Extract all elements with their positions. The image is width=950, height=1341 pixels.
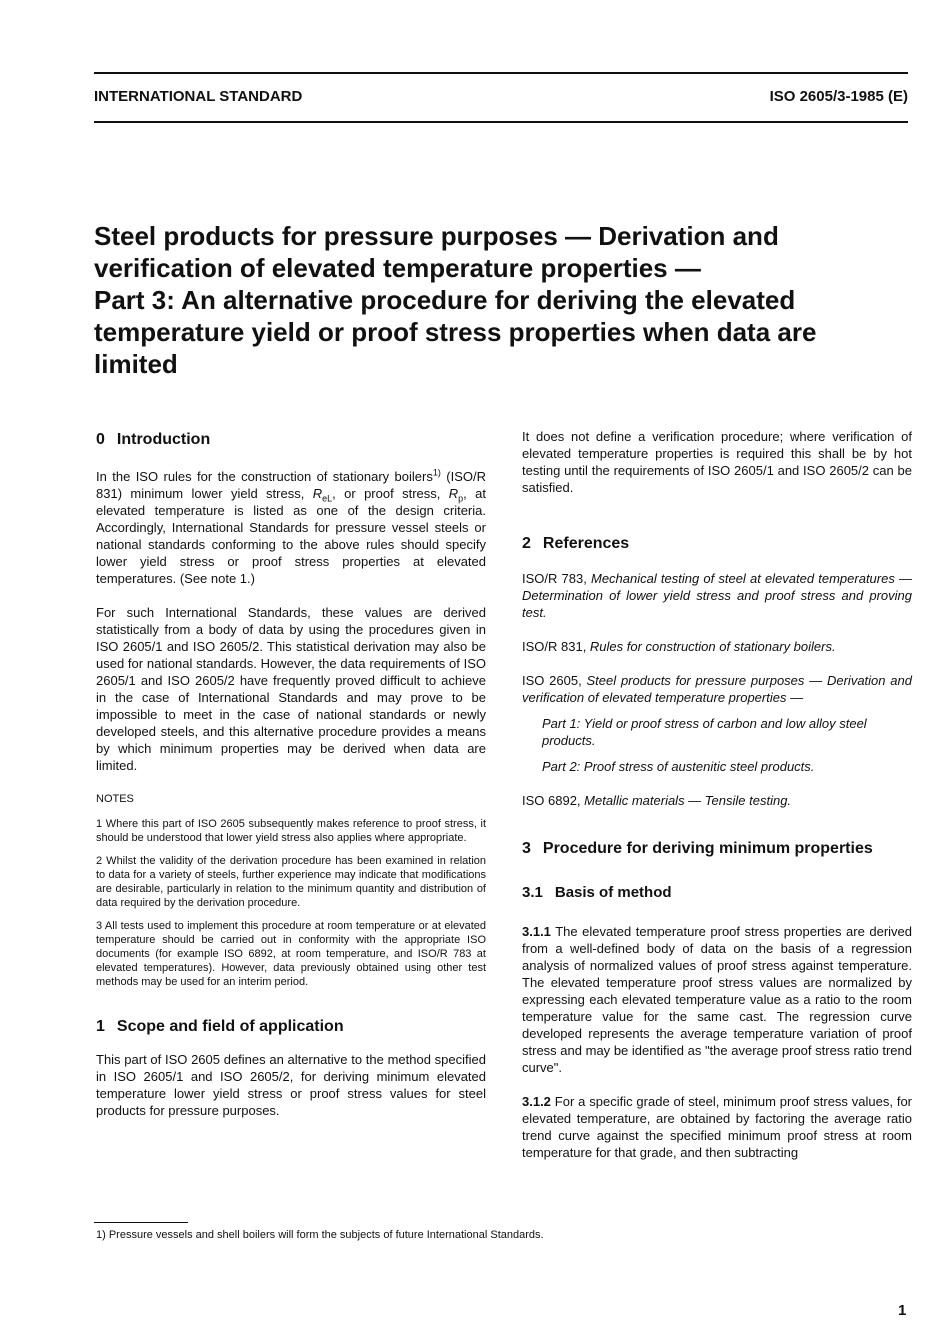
note-item: 1 Where this part of ISO 2605 subsequently makes reference to proof stress, it should be understood that lower yield stress also applies where appropriate. bbox=[96, 818, 486, 844]
page-header bbox=[94, 88, 908, 105]
reference-title: Metallic materials — Tensile testing. bbox=[584, 793, 792, 808]
section-title: Procedure for deriving minimum properties bbox=[542, 840, 873, 857]
section-number: 2 bbox=[522, 535, 531, 552]
clause-number: 3.1.1 bbox=[522, 924, 551, 939]
footnote-rule bbox=[94, 1222, 188, 1223]
intro-paragraph-1 bbox=[96, 468, 486, 587]
reference-item bbox=[522, 570, 912, 621]
reference-code: ISO 6892, bbox=[522, 793, 585, 808]
reference-code: ISO/R 831, bbox=[522, 639, 590, 654]
text-run: , or proof stress, bbox=[332, 486, 449, 501]
right-column bbox=[522, 428, 912, 1161]
page-number: 1 bbox=[898, 1302, 907, 1319]
subsection-title: Basis of method bbox=[554, 884, 672, 901]
subsection-heading-basis bbox=[522, 883, 912, 903]
section-heading-scope bbox=[96, 1017, 486, 1037]
subsection-number: 3.1 bbox=[522, 884, 543, 901]
symbol: R bbox=[448, 486, 459, 501]
notes-label: NOTES bbox=[96, 793, 134, 805]
section-title: Introduction bbox=[116, 431, 211, 448]
text-run: (ISO/R 831) minimum lower yield stress, bbox=[96, 469, 486, 501]
document-title bbox=[94, 220, 914, 380]
section-number: 1 bbox=[96, 1018, 105, 1035]
reference-subpart bbox=[522, 758, 912, 775]
reference-code: ISO/R 783, bbox=[522, 571, 591, 586]
note-item: 2 Whilst the validity of the derivation procedure has been examined in relation to data for a variety of steels, further experience may indicate that modifications are desirable, particularly in relation to the minimum quantity and distribution of data required by the derivation procedure. bbox=[96, 855, 486, 909]
reference-item bbox=[522, 672, 912, 706]
clause-text: The elevated temperature proof stress properties are derived from a well-defined body of data on the basis of a regression analysis of normalized values of proof stress against temperature. The elevated temperature proof stress values are normalized by expressing each elevated temperature value as a ratio to the room temperature value for the same cast. The regression curve developed represents the average temperature variation of proof stress and may be identified as "the average proof stress ratio trend curve". bbox=[522, 924, 912, 1075]
section-number: 3 bbox=[522, 840, 531, 857]
text-run: , at elevated temperature is listed as one of the design criteria. Accordingly, International Standards for pressure vessel steels or national standards conforming to the above rules should specify lower yield stress or proof stress properties at elevated temperatures. (See note 1.) bbox=[96, 486, 486, 586]
clause-3-1-2 bbox=[522, 1093, 912, 1161]
section-heading-introduction bbox=[96, 430, 486, 450]
reference-item bbox=[522, 638, 912, 655]
reference-subpart bbox=[522, 715, 912, 749]
symbol-subscript: p bbox=[458, 493, 464, 504]
text-run: In the ISO rules for the construction of stationary boilers bbox=[96, 469, 433, 484]
clause-text: For a specific grade of steel, minimum proof stress values, for elevated temperature, are obtained by factoring the average ratio trend curve against the specified minimum proof stress at room temperature for that grade, and then subtracting bbox=[522, 1094, 912, 1160]
header-standard-type: INTERNATIONAL STANDARD bbox=[94, 88, 303, 105]
title-line: verification of elevated temperature properties — bbox=[94, 253, 701, 283]
section-heading-procedure bbox=[522, 839, 912, 859]
intro-paragraph-2: For such International Standards, these values are derived statistically from a body of data by using the procedures given in ISO 2605/1 and ISO 2605/2. This statistical derivation may also be used for national standards. However, the data requirements of ISO 2605/1 and ISO 2605/2 have frequently proved difficult to achieve in the case of International Standards and may prove to be impossible to meet in the case of national standards or newly developed steels, and this alternative procedure provides a means by which minimum properties may be derived when data are limited. bbox=[96, 605, 486, 773]
section-number: 0 bbox=[96, 431, 105, 448]
reference-title: Part 1: Yield or proof stress of carbon and low alloy steel products. bbox=[542, 716, 867, 748]
reference-code: ISO 2605, bbox=[522, 673, 587, 688]
title-line: Part 3: An alternative procedure for deriving the elevated bbox=[94, 285, 796, 315]
footnote: 1) Pressure vessels and shell boilers will form the subjects of future International Standards. bbox=[96, 1229, 544, 1241]
section-title: References bbox=[542, 535, 630, 552]
scope-paragraph-2: It does not define a verification procedure; where verification of elevated temperature properties is required this shall be by hot testing until the requirements of ISO 2605/1 and ISO 2605/2 can be satisfied. bbox=[522, 429, 912, 495]
clause-number: 3.1.2 bbox=[522, 1094, 551, 1109]
notes-block bbox=[96, 792, 486, 989]
title-line: temperature yield or proof stress properties when data are bbox=[94, 317, 817, 347]
reference-title: Steel products for pressure purposes — Derivation and verification of elevated temperature properties — bbox=[522, 673, 912, 705]
scope-paragraph-1: This part of ISO 2605 defines an alternative to the method specified in ISO 2605/1 and ISO 2605/2, for deriving minimum elevated temperature lower yield stress or proof stress values for steel products for pressure purposes. bbox=[96, 1052, 486, 1118]
reference-item bbox=[522, 792, 912, 809]
header-bottom-rule bbox=[94, 121, 908, 123]
reference-title: Part 2: Proof stress of austenitic steel products. bbox=[542, 759, 815, 774]
reference-title: Mechanical testing of steel at elevated temperatures — Determination of lower yield stress and proof stress and proving test. bbox=[522, 571, 912, 620]
header-standard-number: ISO 2605/3-1985 (E) bbox=[769, 88, 908, 105]
title-line: Steel products for pressure purposes — Derivation and bbox=[94, 221, 779, 251]
reference-title: Rules for construction of stationary boilers. bbox=[589, 639, 836, 654]
title-line: limited bbox=[94, 349, 178, 379]
header-top-rule bbox=[94, 72, 908, 74]
section-title: Scope and field of application bbox=[116, 1018, 344, 1035]
reference-list bbox=[522, 570, 912, 809]
symbol-subscript: eL bbox=[322, 493, 333, 504]
section-heading-references bbox=[522, 534, 912, 554]
symbol: R bbox=[312, 486, 323, 501]
clause-3-1-1 bbox=[522, 923, 912, 1076]
left-column bbox=[96, 428, 486, 1119]
footnote-reference: 1) bbox=[432, 467, 441, 478]
note-item: 3 All tests used to implement this procedure at room temperature or at elevated temperature should be carried out in conformity with the appropriate ISO documents (for example ISO 6892, at room temperature, and ISO/R 783 at elevated temperatures). However, data previously obtained using other test methods may be used for an interim period. bbox=[96, 920, 486, 988]
